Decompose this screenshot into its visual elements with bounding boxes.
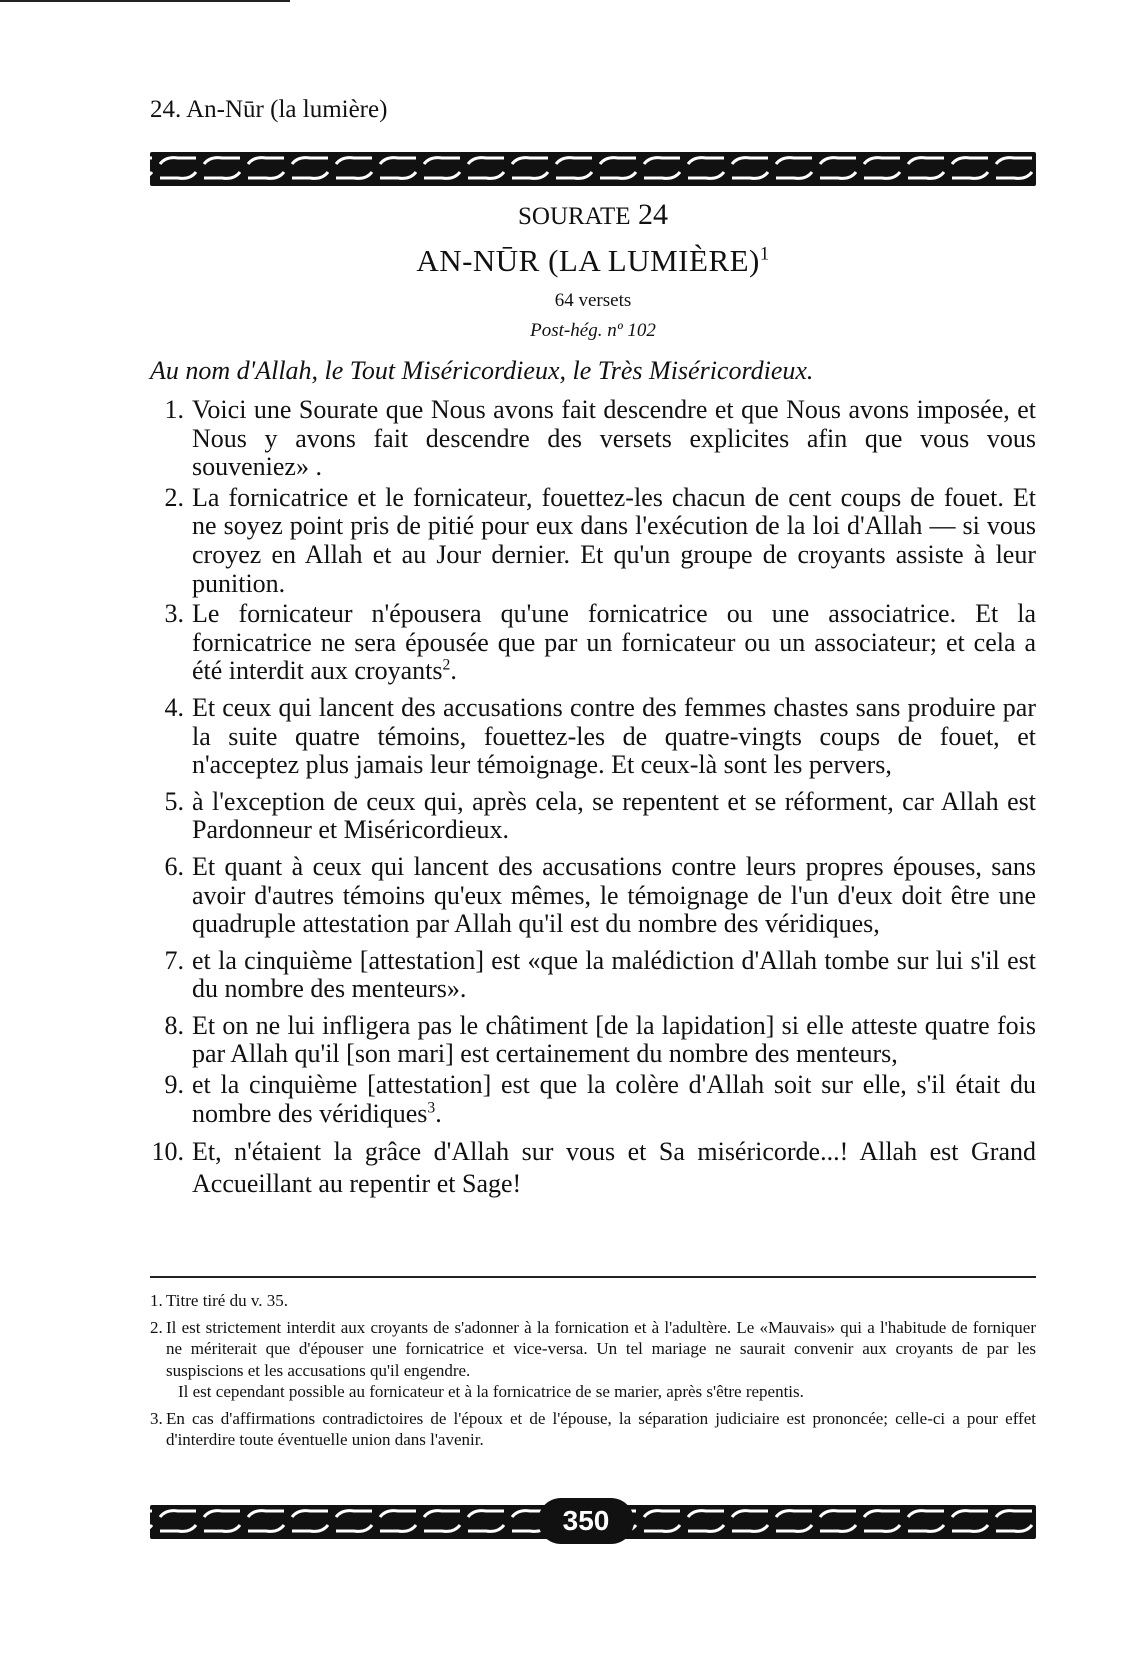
hijri-reference: Post-hég. nº 102	[530, 320, 656, 341]
sourate-label: SOURATE	[517, 203, 631, 230]
footnote	[150, 1408, 1036, 1451]
verse	[150, 947, 1036, 1004]
page-number: 350	[538, 1498, 634, 1544]
verse-number: 2.	[164, 482, 184, 512]
footnote	[150, 1317, 1036, 1403]
verse-list	[150, 396, 1036, 1202]
verse-number: 4.	[164, 692, 184, 722]
running-header: 24. An-Nūr (la lumière)	[150, 96, 388, 123]
verse-text: Et on ne lui infligera pas le châtiment [de la lapidation] si elle atteste quatre fois par Allah qu'il [son mari] est certainement du nombre des menteurs,	[192, 1010, 1036, 1069]
verse-number: 9.	[164, 1070, 184, 1100]
verse: 3. Le fornicateur n'épousera qu'une fornicatrice ou une associatrice. Et la fornicatrice ne sera épousée que par un fornicateur ou un associateur; et cela a été interdit aux croyants$^2$.	[150, 600, 1036, 686]
footnote-separator	[150, 1276, 1036, 1278]
verse-text: Et ceux qui lancent des accusations contre des femmes chastes sans produire par la suite quatre témoins, fouettez-les de quatre-vingts coups de fouet, et n'acceptez plus jamais leur témoignage. Et ceux-là sont les pervers,	[192, 692, 1036, 780]
basmala: Au nom d'Allah, le Tout Miséricordieux, le Très Miséricordieux.	[150, 356, 814, 385]
footnote	[150, 1290, 1036, 1312]
verse-number: 8.	[164, 1010, 184, 1040]
footnote-ref-2: 2	[442, 656, 451, 674]
footnote-number: 1.	[150, 1291, 163, 1310]
footnote-text: Titre tiré du v. 35.	[166, 1291, 288, 1310]
verse	[150, 484, 1036, 598]
verse	[150, 788, 1036, 845]
footnote-list	[150, 1290, 1036, 1456]
verse	[150, 1136, 1036, 1200]
verse-count: 64 versets	[554, 290, 632, 311]
top-rule	[0, 0, 290, 2]
verse: 9. et la cinquième [attestation] est que la colère d'Allah soit sur elle, s'il était du nombre des véridiques$^3$.	[150, 1071, 1036, 1128]
sourate-number: 24	[638, 198, 668, 231]
footnote-continuation: Il est cependant possible au fornicateur et à la fornicatrice de se marier, après s'être repentis.	[178, 1382, 804, 1401]
verse-text: Le fornicateur n'épousera qu'une fornicatrice ou une associatrice. Et la fornicatrice ne sera épousée que par un fornicateur ou un associateur; et cela a été interdit aux croyants	[192, 599, 1036, 686]
verse	[150, 694, 1036, 780]
footnote-number: 2.	[150, 1317, 163, 1337]
verse	[150, 396, 1036, 482]
footnote-ref-1: 1	[759, 243, 770, 265]
verse	[150, 1012, 1036, 1069]
verse-text: Et quant à ceux qui lancent des accusations contre leurs propres épouses, sans avoir d'autres témoins qu'eux mêmes, le témoignage de l'un d'eux doit être une quadruple attestation par Allah qu'il est du nombre des véridiques,	[192, 851, 1036, 939]
sourate-name: AN-NŪR (LA LUMIÈRE)	[416, 243, 760, 278]
verse-number: 6.	[164, 851, 184, 881]
ornamental-band-top	[150, 152, 1036, 186]
footnote-text: Il est strictement interdit aux croyants de s'adonner à la fornication et à l'adultère. Le «Mauvais» qui a l'habitude de forniquer ne mériterait que d'épouser une fornicatrice et vice-versa. Un tel mariage ne saurait convenir aux croyants de par les suspiscions et les accusations qu'il engendre.	[166, 1317, 1036, 1380]
footnote-number: 3.	[150, 1408, 163, 1428]
verse-text: La fornicatrice et le fornicateur, fouettez-les chacun de cent coups de fouet. Et ne soyez point pris de pitié pour eux dans l'exécution de la loi d'Allah — si vous croyez en Allah et au Jour dernier. Et qu'un groupe de croyants assiste à leur punition.	[192, 482, 1036, 598]
verse-number: 10.	[151, 1137, 184, 1167]
verse-text: et la cinquième [attestation] est que la colère d'Allah soit sur elle, s'il était du nombre des véridiques	[192, 1070, 1036, 1128]
sourate-title	[150, 243, 1036, 279]
sourate-heading	[150, 198, 1036, 232]
verse-number: 1.	[164, 395, 184, 424]
verse-text: Et, n'étaient la grâce d'Allah sur vous et Sa miséricorde...! Allah est Grand Accueillant au repentir et Sage!	[192, 1137, 1036, 1199]
verse-text: et la cinquième [attestation] est «que la malédiction d'Allah tombe sur lui s'il est du nombre des menteurs».	[192, 945, 1036, 1004]
verse	[150, 853, 1036, 939]
verse-text: à l'exception de ceux qui, après cela, se repentent et se réforment, car Allah est Pardonneur et Miséricordieux.	[192, 786, 1036, 845]
footnote-text: En cas d'affirmations contradictoires de l'époux et de l'épouse, la séparation judiciaire est prononcée; celle-ci a pour effet d'interdire toute éventuelle union dans l'avenir.	[166, 1408, 1036, 1449]
verse-number: 3.	[164, 599, 184, 629]
footnote-ref-3: 3	[427, 1099, 436, 1116]
verse-number: 5.	[164, 786, 184, 816]
verse-text: Voici une Sourate que Nous avons fait descendre et que Nous avons imposée, et Nous y avons fait descendre des versets explicites afin que vous vous souveniez» .	[192, 395, 1036, 482]
verse-number: 7.	[164, 945, 184, 975]
